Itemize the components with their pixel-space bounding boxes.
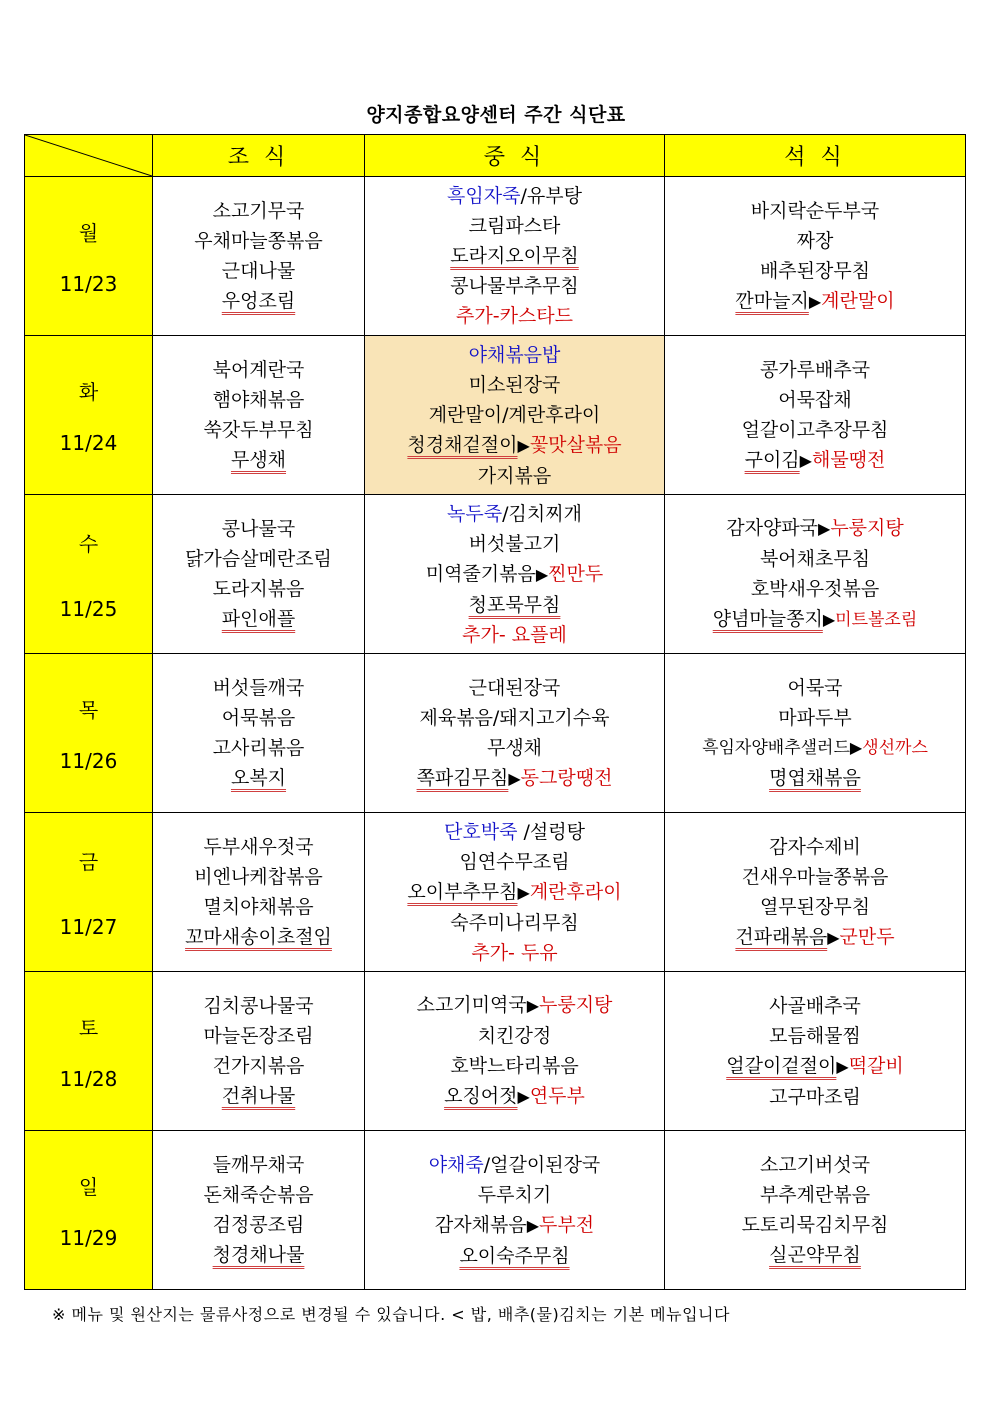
substitute-item: 계란말이 (821, 289, 895, 312)
arrow-icon: ▶ (517, 1087, 530, 1106)
menu-item: 감자채볶음 (434, 1213, 527, 1236)
menu-item: 건새우마늘쫑볶음 (741, 865, 889, 888)
menu-item: 근대나물 (221, 260, 296, 282)
menu-item: 소고기미역국 (416, 994, 527, 1016)
menu-item: 고구마조림 (769, 1085, 861, 1108)
day-date: 11/29 (59, 1225, 118, 1250)
menu-item: 소고기무국 (212, 200, 305, 222)
menu-item: 열무된장무침 (759, 895, 871, 918)
menu-item: 어묵잡채 (778, 388, 852, 411)
header-breakfast: 조 식 (153, 135, 365, 177)
day-name: 일 (78, 1174, 99, 1199)
breakfast-cell (153, 495, 365, 654)
lunch-cell (365, 813, 665, 972)
arrow-icon: ▶ (517, 435, 530, 455)
menu-item: 가지볶음 (477, 464, 552, 487)
diagonal-line-icon (25, 135, 152, 176)
day-date: 11/26 (59, 748, 118, 773)
substitute-item: 누룽지탕 (830, 517, 904, 539)
menu-item: 콩나물국 (221, 518, 296, 540)
header-dinner: 석 식 (665, 135, 966, 177)
menu-item: 임연수무조림 (459, 850, 570, 873)
menu-item: 배추된장무침 (759, 259, 871, 282)
menu-item: 호박느타리볶음 (450, 1055, 579, 1077)
menu-item: 건파래볶음 (735, 925, 828, 948)
weekly-menu-table (24, 134, 966, 1290)
menu-item: 마늘돈장조림 (203, 1025, 314, 1047)
arrow-icon: ▶ (822, 610, 836, 629)
menu-item: 얼갈이고추장무침 (741, 418, 889, 441)
menu-item: 감자양파국 (726, 517, 819, 539)
menu-item: 멸치야채볶음 (203, 896, 314, 918)
menu-item: 치킨강정 (477, 1025, 552, 1047)
day-row-fri (25, 813, 966, 972)
menu-item: 고사리볶음 (212, 737, 305, 759)
menu-item: 사골배추국 (769, 994, 861, 1017)
menu-item: 오이부추무침 (407, 880, 518, 903)
day-name: 금 (78, 849, 99, 874)
menu-item: 파인애플 (221, 608, 296, 630)
arrow-icon: ▶ (799, 450, 812, 470)
arrow-icon: ▶ (818, 519, 831, 538)
menu-item: 콩나물부추무침 (450, 275, 579, 297)
arrow-icon: ▶ (808, 291, 822, 311)
breakfast-cell (153, 1131, 365, 1290)
substitute-item: 계란후라이 (529, 880, 622, 903)
extra-item: 추가-카스타드 (456, 305, 573, 327)
substitute-item: 누룽지탕 (539, 994, 613, 1016)
day-date: 11/25 (59, 596, 118, 621)
menu-item: 호박새우젓볶음 (750, 578, 880, 600)
day-date: 11/24 (59, 430, 118, 455)
day-date: 11/27 (59, 914, 118, 939)
menu-item: 감자수제비 (769, 835, 861, 858)
menu-item: 무생채 (230, 449, 287, 471)
arrow-icon: ▶ (836, 1056, 849, 1076)
extra-item: 추가- 요플레 (462, 623, 567, 646)
breakfast-cell (153, 336, 365, 495)
menu-item: 계란말이/계란후라이 (428, 403, 601, 426)
breakfast-cell (153, 972, 365, 1131)
substitute-item: 미트볼조림 (835, 610, 918, 630)
menu-item: 흑임자죽 (447, 185, 521, 207)
menu-item: 숙주미나리무침 (450, 911, 579, 934)
menu-item: 녹두죽 (447, 502, 503, 525)
menu-item: 두부새우젓국 (203, 836, 314, 858)
lunch-cell (365, 336, 665, 495)
dinner-cell (665, 177, 966, 336)
menu-item: 얼갈이겉절이 (726, 1054, 837, 1077)
substitute-item: 동그랑땡전 (520, 766, 613, 789)
day-row-thu (25, 654, 966, 813)
dinner-cell (665, 495, 966, 654)
dinner-cell (665, 1131, 966, 1290)
day-name: 토 (78, 1015, 99, 1040)
substitute-item: 해물땡전 (811, 448, 886, 471)
menu-item: 도토리묵김치무침 (741, 1214, 889, 1236)
menu-item: 실곤약무침 (769, 1244, 861, 1266)
day-name: 수 (78, 531, 99, 556)
day-row-wed (25, 495, 966, 654)
day-cell (25, 336, 153, 495)
day-cell (25, 972, 153, 1131)
menu-item: 모듬해물찜 (769, 1024, 861, 1047)
menu-item: 청경채겉절이 (407, 433, 518, 456)
substitute-item: 찐만두 (548, 562, 604, 585)
day-name: 월 (78, 220, 99, 245)
substitute-item: 생선까스 (862, 738, 928, 758)
header-lunch: 중 식 (365, 135, 665, 177)
day-cell (25, 654, 153, 813)
menu-item: 마파두부 (778, 707, 852, 729)
menu-item: 검정콩조림 (212, 1214, 305, 1236)
menu-item: /얼갈이된장국 (483, 1153, 601, 1176)
menu-item: 오징어젓 (444, 1085, 518, 1107)
menu-item: 무생채 (486, 736, 543, 759)
menu-item: 도라지볶음 (212, 578, 305, 600)
day-cell (25, 177, 153, 336)
lunch-cell (365, 1131, 665, 1290)
menu-item: 짜장 (796, 229, 834, 252)
dinner-cell (665, 654, 966, 813)
menu-item: 청포묵무침 (468, 593, 561, 616)
menu-item: /설렁탕 (523, 820, 585, 843)
day-row-tue (25, 336, 966, 495)
menu-item: 명엽채볶음 (769, 767, 861, 789)
menu-item: /유부탕 (520, 185, 582, 207)
menu-item: 북어채초무침 (759, 548, 871, 570)
day-row-mon (25, 177, 966, 336)
menu-item: 닭가슴살메란조림 (185, 548, 332, 570)
arrow-icon: ▶ (535, 564, 549, 584)
menu-item: 흑임자양배추샐러드 (702, 738, 850, 758)
day-cell (25, 1131, 153, 1290)
menu-item: 바지락순두부국 (750, 199, 880, 222)
menu-item: 청경채나물 (212, 1244, 305, 1266)
day-cell (25, 495, 153, 654)
menu-item: 들깨무채국 (212, 1154, 305, 1176)
menu-item: 야채볶음밥 (468, 343, 561, 366)
menu-item: 양념마늘쫑지 (712, 608, 823, 630)
menu-item: 깐마늘지 (735, 289, 809, 312)
header-row (25, 135, 966, 177)
lunch-cell (365, 177, 665, 336)
arrow-icon: ▶ (849, 738, 863, 757)
menu-item: 도라지오이무침 (450, 245, 579, 267)
day-date: 11/28 (59, 1066, 118, 1091)
lunch-cell (365, 495, 665, 654)
menu-item: 건취나물 (221, 1085, 296, 1107)
menu-item: 콩가루배추국 (759, 358, 871, 381)
menu-item: 크림파스타 (468, 215, 561, 237)
menu-item: 돈채죽순볶음 (203, 1184, 314, 1206)
substitute-item: 꽃맛살볶음 (529, 433, 622, 456)
menu-item: 버섯불고기 (468, 532, 561, 555)
arrow-icon: ▶ (526, 996, 539, 1015)
menu-item: 건가지볶음 (212, 1055, 305, 1077)
menu-item: 쑥갓두부무침 (203, 419, 314, 441)
dinner-cell (665, 336, 966, 495)
menu-item: 우엉조림 (221, 290, 296, 312)
corner-cell (25, 135, 153, 177)
arrow-icon: ▶ (508, 768, 521, 788)
breakfast-cell (153, 813, 365, 972)
menu-item: 우채마늘쫑볶음 (194, 230, 323, 252)
menu-item: 김치콩나물국 (203, 995, 314, 1017)
menu-item: 비엔나케찹볶음 (194, 866, 323, 888)
menu-item: 햄야채볶음 (212, 389, 305, 411)
menu-item: 쪽파김무침 (416, 766, 509, 789)
arrow-icon: ▶ (517, 882, 530, 902)
menu-item: /김치찌개 (502, 502, 582, 525)
day-row-sat (25, 972, 966, 1131)
arrow-icon: ▶ (526, 1215, 540, 1235)
menu-item: 미소된장국 (468, 373, 561, 396)
menu-item: 구이김 (744, 448, 800, 471)
day-date: 11/23 (59, 271, 118, 296)
day-name: 목 (78, 697, 99, 722)
day-name: 화 (78, 379, 99, 404)
menu-item: 단호박죽 (444, 820, 524, 843)
dinner-cell (665, 972, 966, 1131)
substitute-item: 연두부 (529, 1085, 585, 1107)
page-title: 양지종합요양센터 주간 식단표 (366, 104, 626, 126)
menu-item: 미역줄기볶음 (425, 562, 536, 585)
day-cell (25, 813, 153, 972)
menu-item: 두루치기 (477, 1183, 552, 1206)
menu-item: 부추계란볶음 (759, 1184, 871, 1206)
menu-item: 오복지 (230, 767, 287, 789)
extra-item: 추가- 두유 (471, 941, 558, 964)
lunch-cell (365, 972, 665, 1131)
breakfast-cell (153, 177, 365, 336)
menu-item: 버섯들깨국 (212, 677, 305, 699)
menu-item: 소고기버섯국 (759, 1154, 871, 1176)
menu-item: 어묵볶음 (221, 707, 296, 729)
menu-item: 꼬마새송이초절임 (185, 926, 332, 948)
menu-item: 야채죽 (428, 1153, 484, 1176)
substitute-item: 두부전 (539, 1213, 595, 1236)
menu-item: 근대된장국 (468, 676, 561, 699)
menu-item: 오이숙주무침 (459, 1244, 570, 1267)
lunch-cell (365, 654, 665, 813)
footer-note: ※ 메뉴 및 원산지는 물류사정으로 변경될 수 있습니다. < 밥, 배추(물)김치는 기본 메뉴입니다 (52, 1305, 730, 1324)
menu-item: 북어계란국 (212, 359, 305, 381)
dinner-cell (665, 813, 966, 972)
breakfast-cell (153, 654, 365, 813)
menu-item: 어묵국 (787, 677, 843, 699)
day-row-sun (25, 1131, 966, 1290)
substitute-item: 떡갈비 (848, 1054, 904, 1077)
substitute-item: 군만두 (839, 925, 895, 948)
menu-item: 제육볶음/돼지고기수육 (419, 706, 610, 729)
arrow-icon: ▶ (827, 927, 840, 947)
